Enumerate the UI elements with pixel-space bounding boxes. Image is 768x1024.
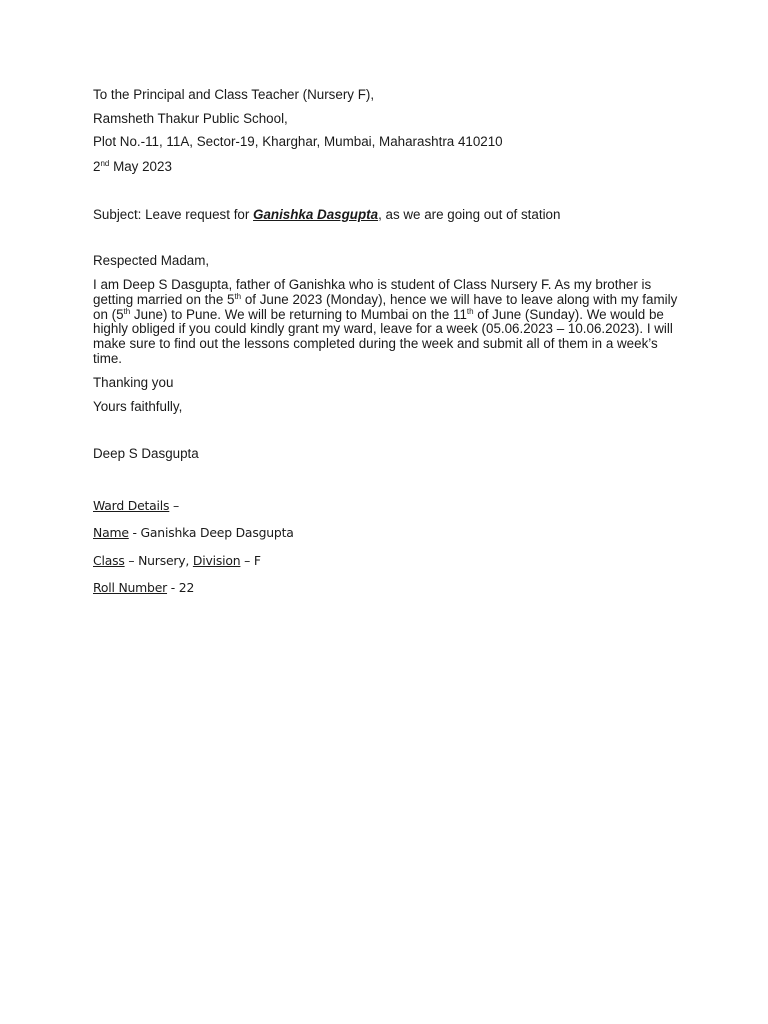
ward-details-suffix: – bbox=[169, 498, 180, 513]
ward-roll-row bbox=[93, 580, 194, 596]
ward-details-heading bbox=[93, 498, 179, 514]
ward-name-value: - Ganishka Deep Dasgupta bbox=[128, 525, 294, 540]
body-sup-2: th bbox=[123, 306, 131, 316]
subject-line bbox=[93, 207, 560, 223]
body-sup-1: th bbox=[234, 291, 242, 301]
body-text-4: of June (Sunday). We would be highly obliged if you could kindly grant my ward, leave for a week (05.06.2023 – 10.06.2023). I will make sure to find out the lessons completed during the week and submit all of them in a week’s time. bbox=[93, 306, 673, 366]
date-rest: May 2023 bbox=[109, 159, 172, 174]
ward-class-label: Class bbox=[93, 553, 125, 568]
ward-class-value: – Nursery, bbox=[124, 553, 193, 568]
closing-yours: Yours faithfully, bbox=[93, 399, 183, 414]
school-address: Plot No.-11, 11A, Sector-19, Kharghar, Mumbai, Maharashtra 410210 bbox=[93, 134, 503, 149]
body-text-2: of June 2023 (Monday), hence we will have to leave along with my family on (5 bbox=[93, 291, 678, 322]
body-paragraph bbox=[93, 278, 683, 367]
ward-name-row bbox=[93, 525, 294, 541]
school-name: Ramsheth Thakur Public School, bbox=[93, 111, 288, 126]
date-suffix: nd bbox=[100, 159, 110, 168]
date-day: 2 bbox=[93, 159, 101, 174]
ward-class-row bbox=[93, 553, 261, 569]
body-text-1: I am Deep S Dasgupta, father of Ganishka who is student of Class Nursery F. As my brother is getting married on the 5 bbox=[93, 277, 652, 307]
subject-suffix: , as we are going out of station bbox=[378, 207, 561, 222]
recipient-line: To the Principal and Class Teacher (Nursery F), bbox=[93, 87, 375, 102]
ward-roll-label: Roll Number bbox=[93, 580, 168, 595]
body-text-3: June) to Pune. We will be returning to Mumbai on the 11 bbox=[130, 306, 467, 322]
ward-details-label: Ward Details bbox=[93, 498, 170, 513]
ward-division-value: – F bbox=[240, 553, 261, 568]
salutation: Respected Madam, bbox=[93, 253, 210, 268]
ward-name-label: Name bbox=[93, 525, 129, 540]
subject-prefix: Subject: Leave request for bbox=[93, 207, 254, 222]
ward-roll-value: - 22 bbox=[167, 580, 195, 595]
closing-thanks: Thanking you bbox=[93, 375, 174, 390]
subject-student-name: Ganishka Dasgupta bbox=[253, 207, 379, 222]
signature-name: Deep S Dasgupta bbox=[93, 446, 199, 461]
ward-division-label: Division bbox=[192, 553, 241, 568]
body-sup-3: th bbox=[466, 306, 474, 316]
letter-date bbox=[93, 159, 172, 175]
